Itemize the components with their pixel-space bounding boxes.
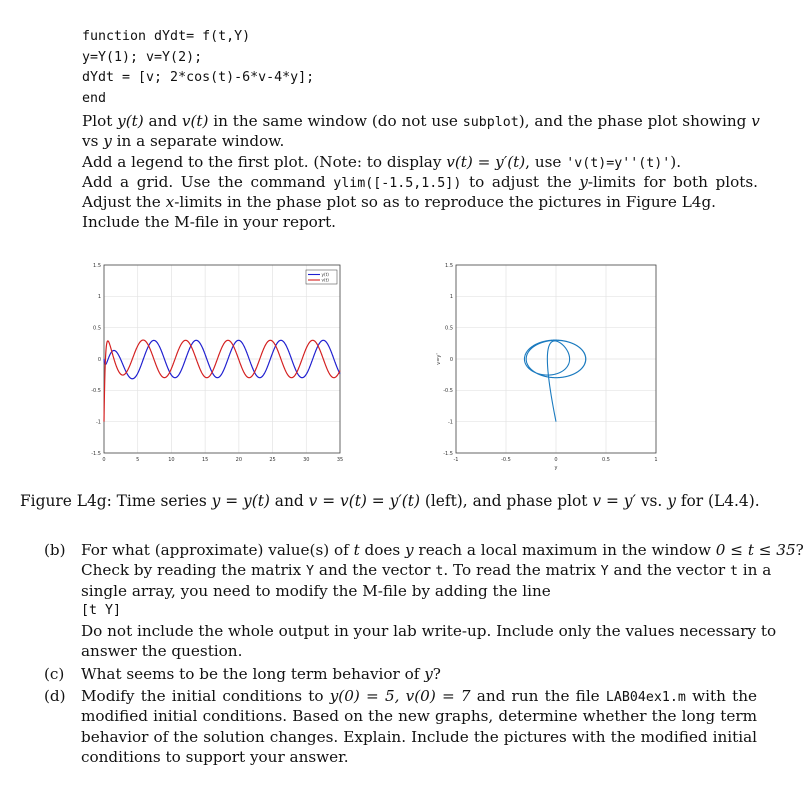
x-tick-label: -1 bbox=[453, 457, 459, 463]
x-tick-label: 25 bbox=[269, 457, 276, 463]
question-line: single array, you need to modify the M-file by adding the line bbox=[81, 581, 551, 600]
instruction-line: Adjust the x-limits in the phase plot so as to reproduce the pictures in Figure L4g. bbox=[82, 193, 716, 212]
instruction-line: Plot y(t) and v(t) in the same window (do not use subplot), and the phase plot showing v bbox=[82, 112, 760, 130]
question-line: What seems to be the long term behavior of y? bbox=[81, 664, 441, 683]
y-tick-label: 0.5 bbox=[445, 325, 453, 332]
phase-plot bbox=[426, 258, 666, 471]
y-tick-label: 0.5 bbox=[93, 325, 101, 332]
y-tick-label: 0 bbox=[449, 356, 453, 363]
x-tick-label: 0 bbox=[554, 457, 558, 463]
question-d bbox=[44, 686, 764, 767]
code-line: dYdt = [v; 2*cos(t)-6*v-4*y]; bbox=[82, 70, 315, 85]
code-line: end bbox=[82, 90, 107, 106]
y-tick-label: 0 bbox=[97, 356, 101, 363]
question-label: (d) bbox=[44, 687, 66, 706]
time-series-plot bbox=[86, 258, 344, 468]
x-axis-label: y bbox=[554, 465, 558, 471]
x-tick-label: 30 bbox=[303, 457, 310, 463]
instruction-line: vs y in a separate window. bbox=[82, 132, 285, 151]
y-tick-label: -1.5 bbox=[443, 450, 453, 457]
y-tick-label: -0.5 bbox=[443, 388, 453, 395]
y-tick-label: -1 bbox=[448, 419, 453, 426]
phase-plot-svg bbox=[426, 258, 666, 471]
y-axis-label: v=y' bbox=[436, 353, 442, 365]
x-tick-label: 10 bbox=[168, 457, 175, 463]
question-line: answer the question. bbox=[81, 642, 243, 661]
question-b bbox=[44, 540, 804, 662]
instruction-line: Add a legend to the first plot. (Note: to display v(t) = y′(t), use 'v(t)=y''(t)'). bbox=[82, 152, 682, 171]
x-tick-label: 15 bbox=[201, 457, 209, 463]
question-label: (b) bbox=[44, 541, 66, 559]
question-line: For what (approximate) value(s) of t does y reach a local maximum in the window 0 ≤ t ≤ 35? bbox=[81, 541, 804, 559]
code-line: function dYdt= f(t,Y) bbox=[82, 29, 251, 44]
x-tick-label: 20 bbox=[235, 457, 243, 463]
question-line: Check by reading the matrix Y and the vector t. To read the matrix Y and the vector t in a bbox=[81, 561, 772, 580]
y-tick-label: -0.5 bbox=[91, 388, 101, 395]
x-tick-label: 1 bbox=[654, 457, 658, 463]
instruction-line: Include the M-file in your report. bbox=[82, 213, 337, 232]
x-tick-label: -0.5 bbox=[501, 457, 511, 463]
y-tick-label: -1.5 bbox=[91, 450, 101, 457]
question-code-line: [t Y] bbox=[81, 602, 122, 618]
question-label: (c) bbox=[44, 664, 65, 683]
questions-list bbox=[44, 540, 804, 769]
y-tick-label: 1 bbox=[449, 294, 453, 301]
question-line: modified initial conditions. Based on the new graphs, determine whether the long term bbox=[81, 707, 757, 726]
question-line: Do not include the whole output in your lab write-up. Include only the values necessary to bbox=[81, 622, 777, 641]
y-tick-label: -1 bbox=[96, 419, 101, 426]
matlab-code-block bbox=[82, 27, 314, 109]
legend-entry: y(t) bbox=[321, 272, 329, 278]
question-line: behavior of the solution changes. Explain. Include the pictures with the modified initial bbox=[81, 727, 757, 746]
question-line: Modify the initial conditions to y(0) = 5, v(0) = 7 and run the file LAB04ex1.m with the bbox=[81, 687, 757, 706]
instruction-line: Add a grid. Use the command ylim([-1.5,1.5]) to adjust the y-limits for both plots. bbox=[82, 172, 758, 191]
x-tick-label: 0.5 bbox=[602, 457, 610, 463]
x-tick-label: 0 bbox=[102, 457, 106, 463]
code-line: y=Y(1); v=Y(2); bbox=[82, 49, 203, 65]
instructions-paragraph bbox=[82, 111, 758, 233]
y-tick-label: 1.5 bbox=[445, 262, 453, 269]
x-tick-label: 35 bbox=[336, 457, 344, 463]
time-series-svg bbox=[86, 258, 344, 468]
question-line: conditions to support your answer. bbox=[81, 747, 349, 766]
legend-entry: v(t) bbox=[321, 277, 329, 283]
y-tick-label: 1.5 bbox=[93, 262, 101, 269]
x-tick-label: 5 bbox=[136, 457, 140, 463]
question-c bbox=[44, 664, 764, 684]
y-tick-label: 1 bbox=[97, 294, 101, 301]
figure-caption: Figure L4g: Time series y = y(t) and v = v(t) = y′(t) (left), and phase plot v = y′ vs. y for (L4.4). bbox=[20, 492, 760, 510]
